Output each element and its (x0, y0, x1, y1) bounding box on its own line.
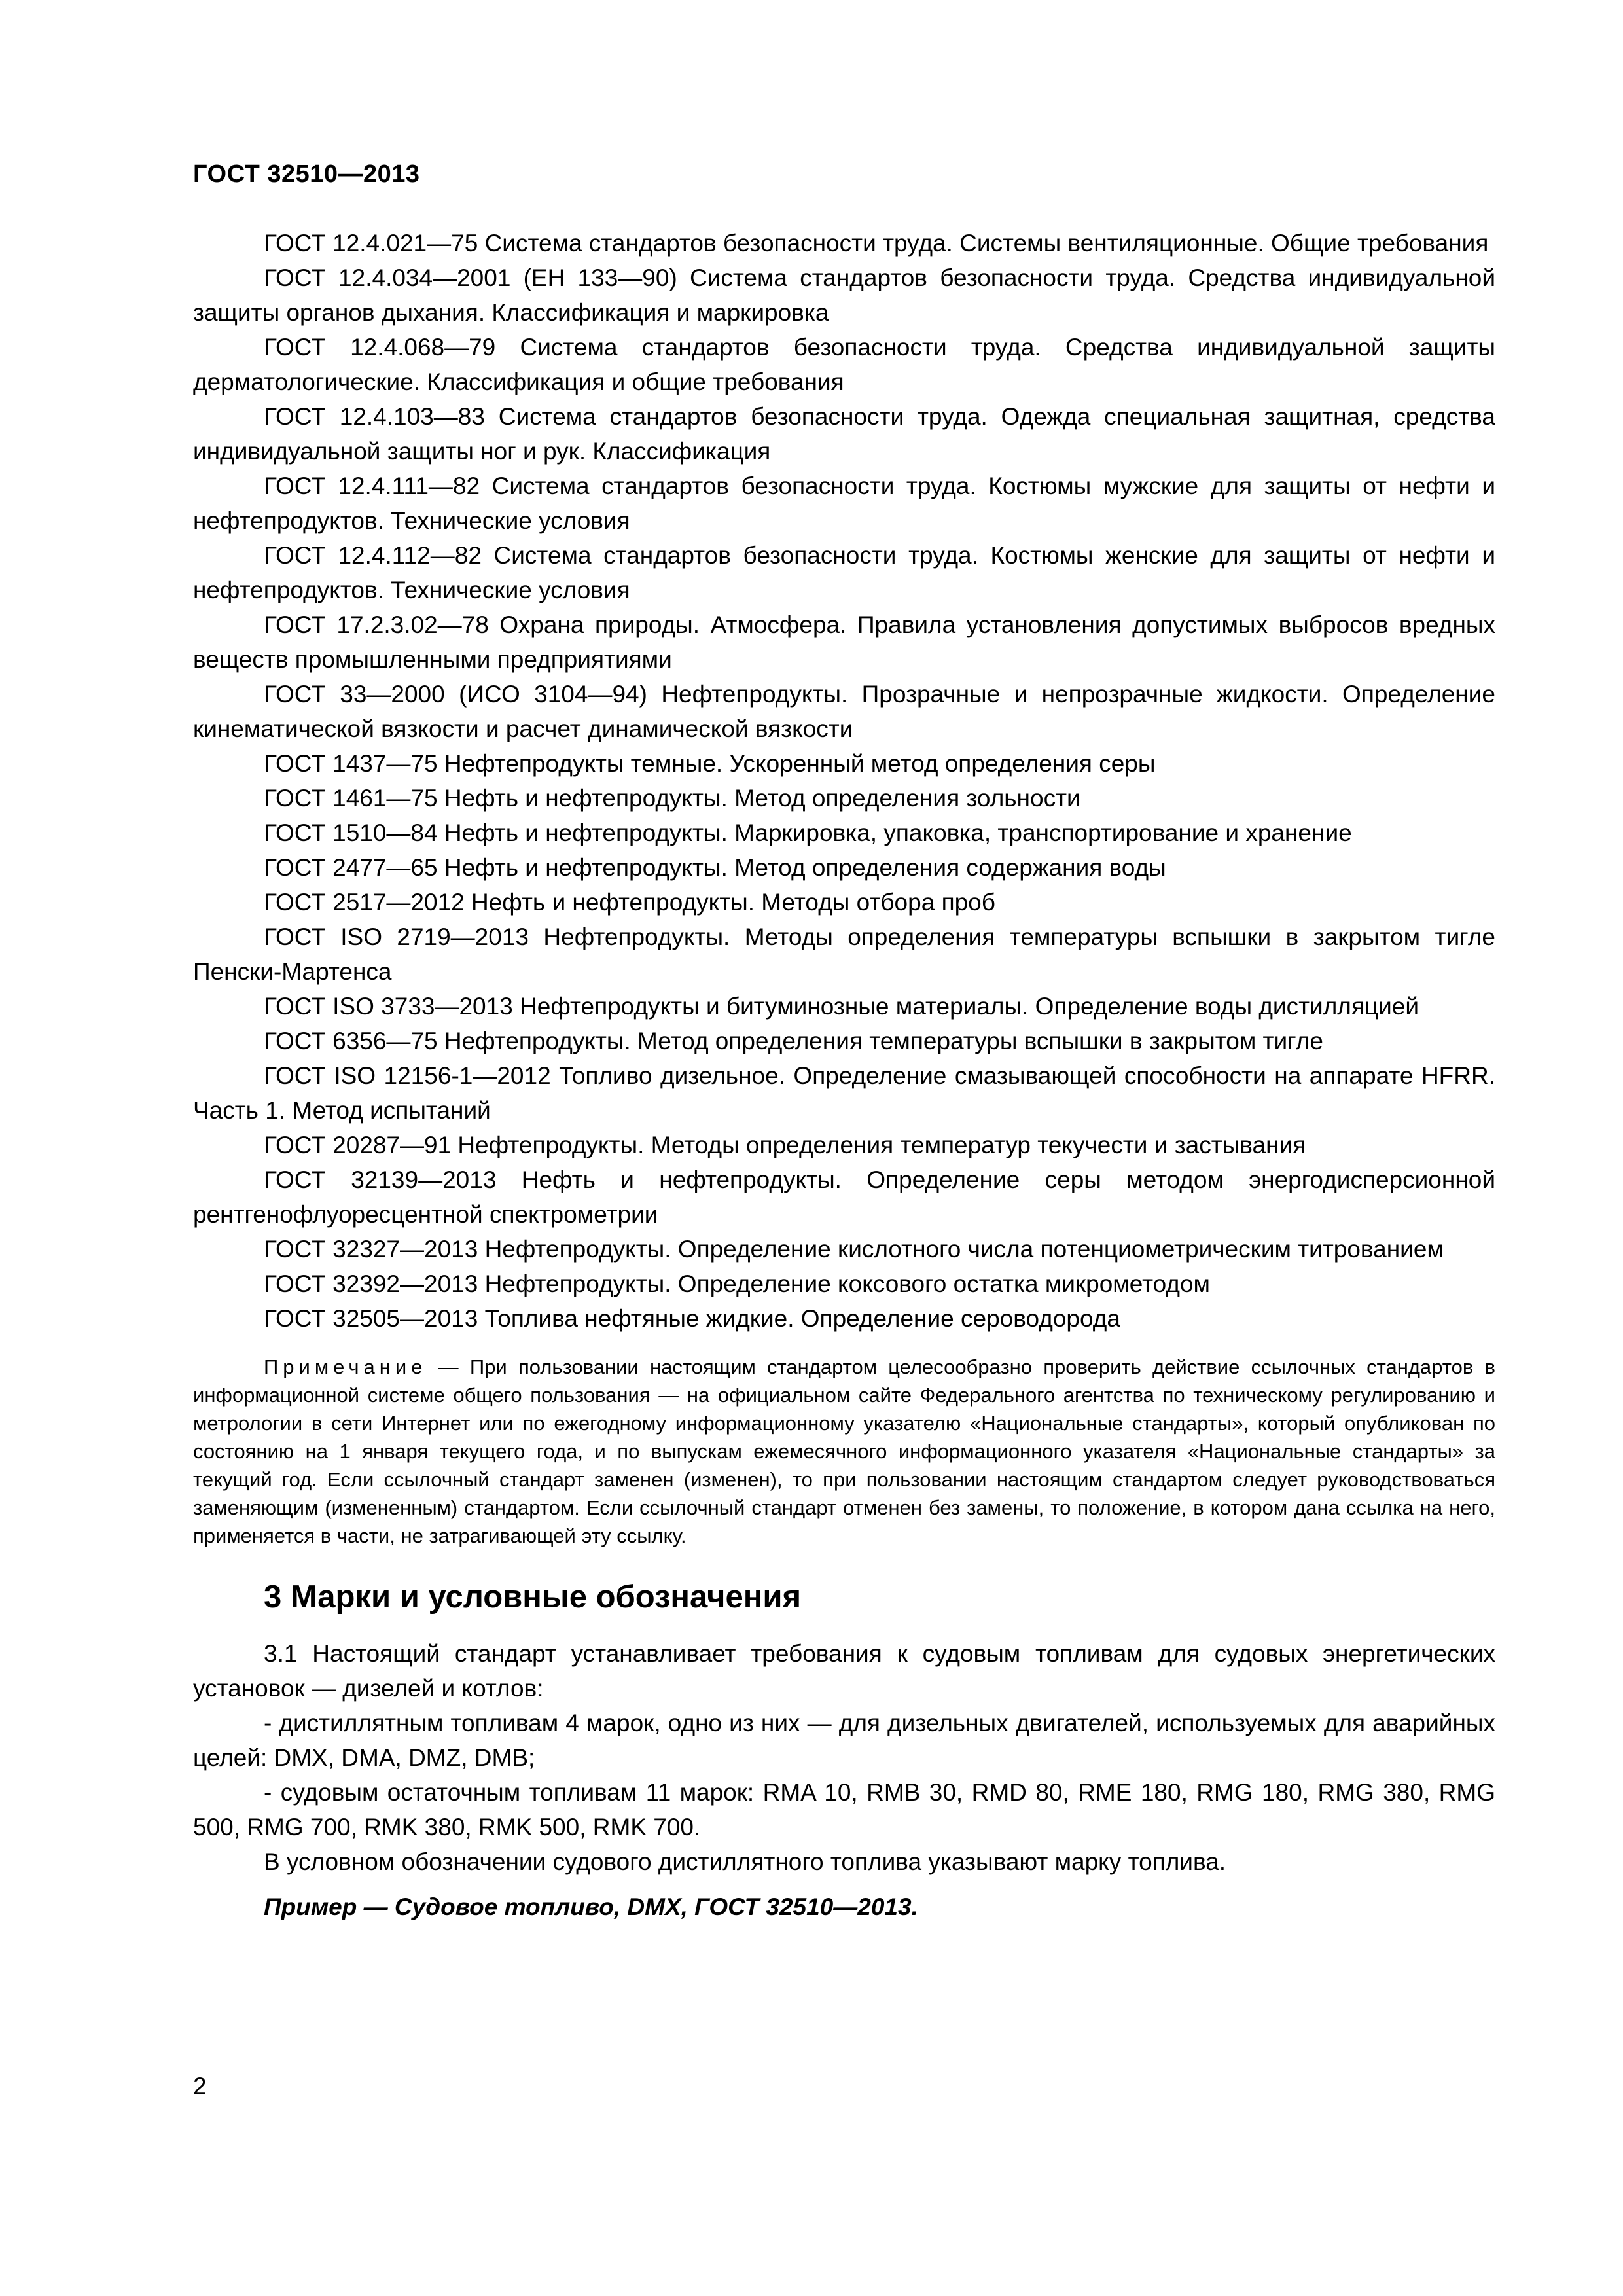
reference-item: ГОСТ 32505—2013 Топлива нефтяные жидкие. Определение сероводорода (264, 1305, 1120, 1332)
reference-item: ГОСТ 12.4.111—82 Система стандартов безопасности труда. Костюмы мужские для защиты от нефти и нефтепродуктов. Технические условия (193, 473, 1495, 534)
section-paragraph: - дистиллятным топливам 4 марок, одно из них — для дизельных двигателей, используемых для аварийных целей: DMX, DMA, DMZ, DMB; (193, 1710, 1495, 1771)
reference-item: ГОСТ 2517—2012 Нефть и нефтепродукты. Методы отбора проб (264, 889, 995, 916)
document-body (193, 226, 1495, 1924)
document-header: ГОСТ 32510—2013 (193, 160, 420, 188)
section-paragraph: - судовым остаточным топливам 11 марок: RMA 10, RMB 30, RMD 80, RME 180, RMG 180, RMG 380, RMG 500, RMG 700, RMK 380, RMK 500, RMK 700. (193, 1779, 1495, 1840)
reference-item: ГОСТ 2477—65 Нефть и нефтепродукты. Метод определения содержания воды (264, 854, 1166, 881)
note-text: — При пользовании настоящим стандартом целесообразно проверить действие ссылочных стандартов в информационной системе общего пользования — на официальном сайте Федерального агентства по техническому регулированию и метрологии в сети Интернет или по ежегодному информационному указателю «Национальные стандарты», который опубликован по состоянию на 1 января текущего года, и по выпускам ежемесячного информационного указателя «Национальные стандарты» за текущий год. Если ссылочный стандарт заменен (изменен), то при пользовании настоящим стандартом следует руководствоваться заменяющим (измененным) стандартом. Если ссылочный стандарт отменен без замены, то положение, в котором дана ссылка на него, применяется в части, не затрагивающей эту ссылку. (193, 1355, 1495, 1547)
reference-item: ГОСТ 32139—2013 Нефть и нефтепродукты. Определение серы методом энергодисперсионной рентгенофлуоресцентной спектрометрии (193, 1166, 1495, 1228)
section-body (193, 1636, 1495, 1924)
reference-item: ГОСТ 1510—84 Нефть и нефтепродукты. Маркировка, упаковка, транспортирование и хранение (264, 819, 1352, 846)
reference-item: ГОСТ ISO 3733—2013 Нефтепродукты и битуминозные материалы. Определение воды дистилляцией (264, 993, 1419, 1020)
example-paragraph: Пример — Судовое топливо, DMX, ГОСТ 32510—2013. (264, 1893, 918, 1920)
reference-item: ГОСТ 12.4.112—82 Система стандартов безопасности труда. Костюмы женские для защиты от нефти и нефтепродуктов. Технические условия (193, 542, 1495, 603)
note-paragraph (193, 1353, 1495, 1550)
reference-item: ГОСТ ISO 12156-1—2012 Топливо дизельное. Определение смазывающей способности на аппарате HFRR. Часть 1. Метод испытаний (193, 1062, 1495, 1124)
reference-item: ГОСТ 32327—2013 Нефтепродукты. Определение кислотного числа потенциометрическим титрованием (264, 1236, 1444, 1263)
reference-item: ГОСТ 12.4.034—2001 (ЕН 133—90) Система стандартов безопасности труда. Средства индивидуальной защиты органов дыхания. Классификация и маркировка (193, 264, 1495, 326)
reference-item: ГОСТ 12.4.103—83 Система стандартов безопасности труда. Одежда специальная защитная, средства индивидуальной защиты ног и рук. Классификация (193, 403, 1495, 465)
reference-item: ГОСТ 1461—75 Нефть и нефтепродукты. Метод определения зольности (264, 785, 1080, 812)
reference-item: ГОСТ 33—2000 (ИСО 3104—94) Нефтепродукты. Прозрачные и непрозрачные жидкости. Определение кинематической вязкости и расчет динамической вязкости (193, 681, 1495, 742)
reference-item: ГОСТ 12.4.021—75 Система стандартов безопасности труда. Системы вентиляционные. Общие требования (264, 230, 1489, 257)
reference-item: ГОСТ 1437—75 Нефтепродукты темные. Ускоренный метод определения серы (264, 750, 1156, 777)
reference-item: ГОСТ 20287—91 Нефтепродукты. Методы определения температур текучести и застывания (264, 1132, 1306, 1158)
normative-references-list (193, 226, 1495, 1336)
page-number: 2 (193, 2073, 207, 2100)
note-label: Примечание (264, 1355, 427, 1378)
reference-item: ГОСТ 12.4.068—79 Система стандартов безопасности труда. Средства индивидуальной защиты дерматологические. Классификация и общие требования (193, 334, 1495, 395)
section-paragraph: В условном обозначении судового дистиллятного топлива указывают марку топлива. (264, 1848, 1226, 1875)
reference-item: ГОСТ 32392—2013 Нефтепродукты. Определение коксового остатка микрометодом (264, 1270, 1210, 1297)
section-heading: 3 Марки и условные обозначения (264, 1579, 802, 1615)
reference-item: ГОСТ ISO 2719—2013 Нефтепродукты. Методы определения температуры вспышки в закрытом тигле Пенски-Мартенса (193, 924, 1495, 985)
section-paragraph: 3.1 Настоящий стандарт устанавливает требования к судовым топливам для судовых энергетических установок — дизелей и котлов: (193, 1640, 1495, 1702)
reference-item: ГОСТ 17.2.3.02—78 Охрана природы. Атмосфера. Правила установления допустимых выбросов вредных веществ промышленными предприятиями (193, 611, 1495, 673)
reference-item: ГОСТ 6356—75 Нефтепродукты. Метод определения температуры вспышки в закрытом тигле (264, 1028, 1324, 1054)
